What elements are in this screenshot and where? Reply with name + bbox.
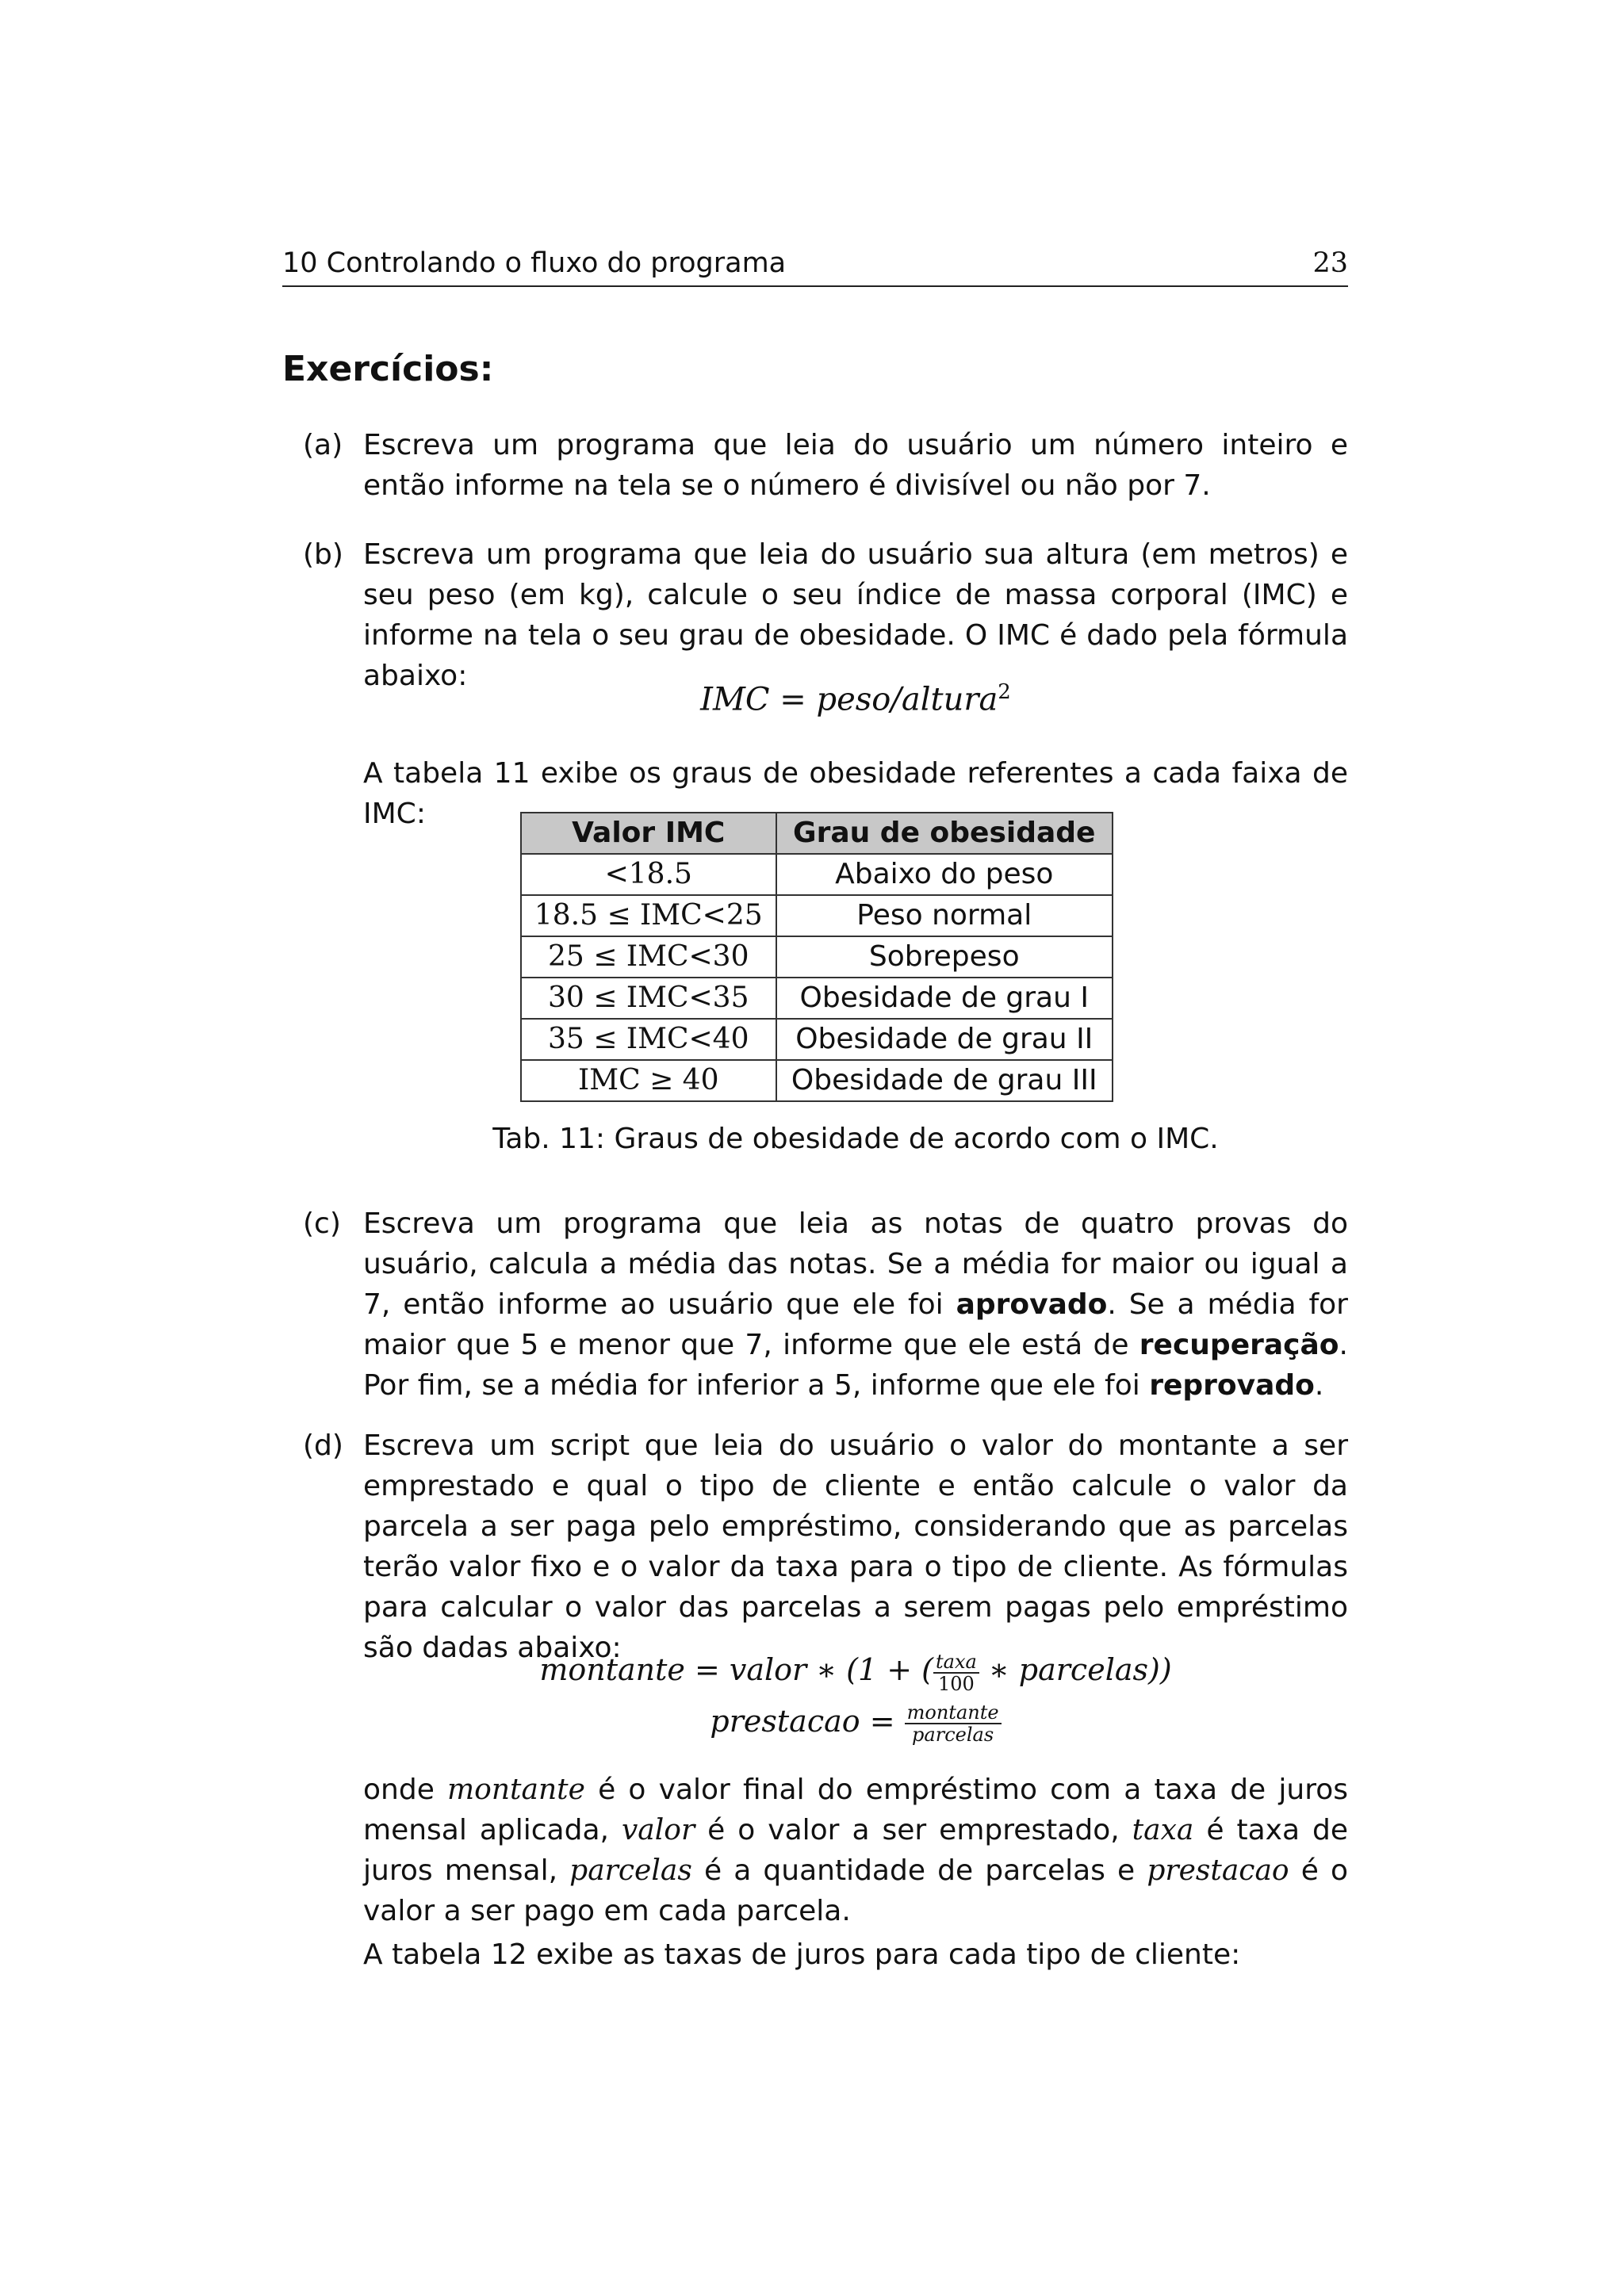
table-cell: Abaixo do peso: [776, 854, 1113, 895]
table-row: [521, 895, 1113, 936]
prestacao-formula: prestacao = $\frac{\text{montante}}{\text{parcelas}}$: [363, 1699, 1348, 1746]
definitions-text: onde montante é o valor final do empréstimo com a taxa de juros mensal aplicada, valor é o valor a ser emprestado, taxa é taxa de juros mensal, parcelas é a quantidade de parcelas e prestacao é o valor a ser pago em cada parcela.: [363, 1774, 1349, 1927]
table-12-intro-text: A tabela 12 exibe as taxas de juros para cada tipo de cliente:: [363, 1938, 1241, 1971]
page-number: 23: [1312, 247, 1348, 279]
exercise-text: Escreva um script que leia do usuário o valor do montante a ser emprestado e qual o tipo de cliente e então calcule o valor da parcela a ser paga pelo empréstimo, considerando que as parcelas terão valor fixo e o valor da taxa para o tipo de cliente. As fórmulas para calcular o valor das parcelas a serem pagas pelo empréstimo são dadas abaixo:: [363, 1429, 1348, 1664]
table-cell: 25 ≤ IMC<30: [521, 936, 776, 978]
column-header: Grau de obesidade: [776, 813, 1113, 854]
formula-exponent: 2: [998, 680, 1011, 704]
montante-formula: montante = valor ∗ (1 + ( $\frac{\text{taxa}}{100}$ ∗ parcelas)): [539, 1650, 1172, 1695]
running-header: [282, 247, 1348, 287]
exercise-label: (d): [303, 1429, 343, 1462]
table-header-row: [521, 813, 1113, 854]
exercise-b: [282, 534, 1348, 696]
table-cell: IMC ≥ 40: [521, 1060, 776, 1101]
variable-definitions: [282, 1770, 1348, 1931]
table-cell: 35 ≤ IMC<40: [521, 1019, 776, 1060]
table-12-intro: [282, 1934, 1348, 1975]
exercise-c: [282, 1203, 1348, 1406]
formula-rhs: peso/altura: [816, 681, 998, 718]
fraction: $\frac{\text{montante}}{\text{parcelas}}$: [905, 1702, 1002, 1745]
table-cell: Obesidade de grau III: [776, 1060, 1113, 1101]
exercise-a: [282, 425, 1348, 506]
exercise-d: [282, 1425, 1348, 1668]
table-intro-text: A tabela 11 exibe os graus de obesidade referentes a cada faixa de IMC:: [363, 757, 1348, 830]
imc-table: [520, 812, 1113, 1102]
exercise-label: (b): [303, 538, 343, 571]
table-cell: 18.5 ≤ IMC<25: [521, 895, 776, 936]
table-caption: Tab. 11: Graus de obesidade de acordo com o IMC.: [492, 1123, 1219, 1155]
table-row: [521, 936, 1113, 978]
bold-reprovado: reprovado: [1149, 1369, 1315, 1402]
table-cell: <18.5: [521, 854, 776, 895]
table-row: [521, 978, 1113, 1019]
fraction: $\frac{\text{taxa}}{100}$: [933, 1651, 979, 1694]
exercise-text: Escreva um programa que leia as notas de quatro provas do usuário, calcula a média das notas. Se a média for maior ou igual a 7, então informe ao usuário que ele foi aprovado. Se a média for maior que 5 e menor que 7, informe que ele está de recuperação. Por fim, se a média for inferior a 5, informe que ele foi reprovado.: [363, 1207, 1348, 1402]
bold-recuperacao: recuperação: [1139, 1329, 1339, 1361]
formula-lhs: IMC: [700, 681, 770, 718]
table-cell: Peso normal: [776, 895, 1113, 936]
table-row: [521, 1060, 1113, 1101]
table-cell: 30 ≤ IMC<35: [521, 978, 776, 1019]
loan-formulas: [363, 1647, 1348, 1745]
exercise-label: (c): [303, 1207, 341, 1240]
exercise-text: Escreva um programa que leia do usuário sua altura (em metros) e seu peso (em kg), calcule o seu índice de massa corporal (IMC) e informe na tela o seu grau de obesidade. O IMC é dado pela fórmula abaixo:: [363, 538, 1348, 692]
exercise-text: Escreva um programa que leia do usuário um número inteiro e então informe na tela se o número é divisível ou não por 7.: [363, 429, 1348, 502]
exercise-label: (a): [303, 429, 343, 461]
table-cell: Sobrepeso: [776, 936, 1113, 978]
chapter-title: 10 Controlando o fluxo do programa: [282, 247, 787, 279]
table-row: [521, 854, 1113, 895]
section-heading: Exercícios:: [282, 349, 494, 389]
imc-formula: IMC = peso/altura$^2$: [700, 680, 1011, 718]
table-cell: Obesidade de grau I: [776, 978, 1113, 1019]
table-row: [521, 1019, 1113, 1060]
bold-aprovado: aprovado: [956, 1288, 1108, 1321]
column-header: Valor IMC: [521, 813, 776, 854]
table-cell: Obesidade de grau II: [776, 1019, 1113, 1060]
